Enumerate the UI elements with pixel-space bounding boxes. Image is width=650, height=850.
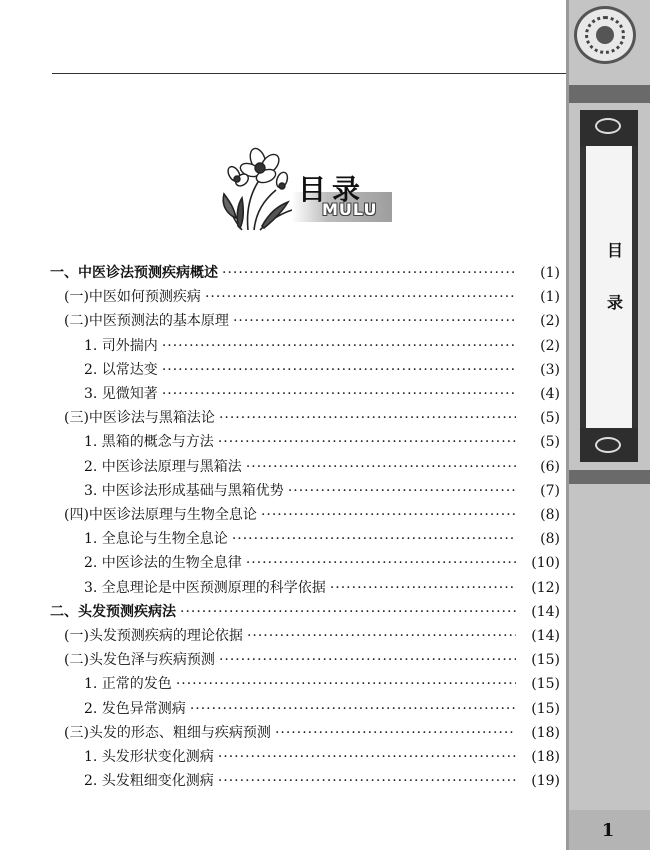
toc-entry[interactable] — [84, 456, 560, 478]
toc-entry-title: (二)头发色泽与疾病预测 — [64, 652, 215, 669]
side-label-bottom: 录 — [606, 293, 623, 312]
toc-entry-title: 2. 以常达变 — [84, 361, 158, 378]
toc-leader-dots — [246, 552, 516, 574]
toc-entry-title: 2. 头发粗细变化测病 — [84, 773, 214, 790]
side-edge — [566, 0, 569, 850]
toc-leader-dots — [330, 577, 516, 599]
toc-entry-page: (5) — [540, 410, 560, 427]
toc-leader-dots — [218, 431, 516, 453]
toc-entry-page: (2) — [540, 313, 560, 330]
toc-entry[interactable] — [84, 383, 560, 405]
toc-entry-title: 2. 发色异常测病 — [84, 700, 186, 717]
side-label-top: 目 — [606, 241, 623, 260]
toc-entry-title: 1. 头发形状变化测病 — [84, 749, 214, 765]
toc-leader-dots — [288, 480, 516, 502]
toc-entry-page: (15) — [531, 676, 560, 693]
toc-entry[interactable] — [84, 770, 560, 792]
toc-entry-title: 二、头发预测疾病法 — [50, 603, 176, 620]
toc-leader-dots — [246, 456, 516, 478]
toc-leader-dots — [205, 286, 516, 308]
toc-entry[interactable] — [64, 722, 560, 744]
toc-leader-dots — [275, 722, 516, 744]
toc-entry[interactable] — [64, 649, 560, 671]
toc-entry-title: (一)中医如何预测疾病 — [64, 289, 201, 306]
toc-leader-dots — [218, 770, 516, 792]
toc-leader-dots — [162, 335, 516, 357]
side-cap-bottom — [580, 428, 638, 462]
toc-leader-dots — [180, 601, 516, 623]
toc-entry[interactable] — [84, 359, 560, 381]
toc-entry-title: (三)中医诊法与黑箱法论 — [64, 410, 215, 427]
toc-entry-page: (4) — [540, 386, 560, 402]
toc-entry-title: 1. 全息论与生物全息论 — [84, 531, 228, 548]
toc-entry-title: 1. 正常的发色 — [84, 676, 172, 693]
page-title-romanized: MULU — [322, 200, 378, 219]
side-cap-top — [580, 110, 638, 146]
toc-heading — [282, 172, 394, 230]
toc-leader-dots — [162, 383, 516, 405]
toc-entry-page: (12) — [531, 579, 560, 596]
toc-leader-dots — [261, 504, 516, 526]
toc-entry-page: (10) — [531, 555, 560, 572]
toc-entry-title: (三)头发的形态、粗细与疾病预测 — [64, 724, 271, 741]
medallion-ornament-icon — [574, 6, 636, 64]
toc-entry[interactable] — [84, 698, 560, 720]
toc-entry-page: (14) — [531, 628, 560, 644]
side-band-top — [569, 85, 650, 103]
cloud-ornament-icon — [595, 118, 621, 134]
page-title: 目录 — [298, 173, 367, 206]
toc-entry-title: (四)中医诊法原理与生物全息论 — [64, 507, 257, 523]
toc-entry-page: (7) — [540, 482, 560, 499]
toc-entry[interactable] — [64, 310, 560, 332]
toc-entry-page: (5) — [540, 434, 560, 451]
toc-entry[interactable] — [84, 552, 560, 574]
toc-entry-page: (15) — [531, 652, 560, 669]
toc-entry-page: (6) — [540, 458, 560, 475]
side-label-panel — [580, 110, 638, 462]
toc-leader-dots — [233, 310, 516, 332]
toc-entry[interactable] — [50, 601, 560, 623]
toc-leader-dots — [219, 407, 516, 429]
toc-entry[interactable] — [84, 673, 560, 695]
toc-entry-title: 1. 司外揣内 — [84, 337, 158, 354]
toc-entry-page: (3) — [540, 361, 560, 378]
toc-entry-page: (14) — [531, 603, 560, 620]
toc-entry[interactable] — [64, 286, 560, 308]
toc-entry[interactable] — [84, 746, 560, 768]
toc-entry-title: 3. 见微知著 — [84, 386, 158, 402]
toc-entry-title: 1. 黑箱的概念与方法 — [84, 434, 214, 451]
toc-entry[interactable] — [84, 528, 560, 550]
toc-entry[interactable] — [64, 407, 560, 429]
toc-entry[interactable] — [84, 480, 560, 502]
toc-entry[interactable] — [84, 335, 560, 357]
toc-entry-title: 3. 中医诊法形成基础与黑箱优势 — [84, 482, 284, 499]
toc-leader-dots — [247, 625, 516, 647]
side-strip — [566, 0, 650, 850]
toc-entry-page: (1) — [540, 289, 560, 306]
toc-entry-page: (15) — [531, 700, 560, 717]
side-band-bottom — [569, 470, 650, 484]
toc-entry[interactable] — [50, 262, 560, 284]
toc-entry-title: 2. 中医诊法原理与黑箱法 — [84, 458, 242, 475]
toc-entry-title: 一、中医诊法预测疾病概述 — [50, 265, 218, 281]
toc-entry-title: (一)头发预测疾病的理论依据 — [64, 628, 243, 644]
toc-leader-dots — [232, 528, 516, 550]
toc-entry-page: (18) — [531, 724, 560, 741]
top-rule — [52, 73, 572, 74]
toc-entry-title: 2. 中医诊法的生物全息律 — [84, 555, 242, 572]
toc-entry[interactable] — [64, 504, 560, 526]
toc-entry-title: (二)中医预测法的基本原理 — [64, 313, 229, 330]
cloud-ornament-icon — [595, 437, 621, 453]
toc-entry-page: (1) — [540, 265, 560, 281]
toc-entry-page: (8) — [540, 531, 560, 548]
page-number: 1 — [601, 820, 615, 841]
toc-entry-title: 3. 全息理论是中医预测原理的科学依据 — [84, 579, 326, 596]
toc-entry[interactable] — [84, 577, 560, 599]
toc-leader-dots — [218, 746, 516, 768]
toc-leader-dots — [219, 649, 516, 671]
toc-leader-dots — [222, 262, 516, 284]
toc-leader-dots — [162, 359, 516, 381]
toc-entry[interactable] — [84, 431, 560, 453]
toc-entry[interactable] — [64, 625, 560, 647]
toc-entry-page: (8) — [540, 507, 560, 523]
toc-entry-page: (2) — [540, 337, 560, 354]
toc-leader-dots — [176, 673, 516, 695]
toc-entry-page: (19) — [531, 773, 560, 790]
toc-leader-dots — [190, 698, 516, 720]
toc-entry-page: (18) — [531, 749, 560, 765]
